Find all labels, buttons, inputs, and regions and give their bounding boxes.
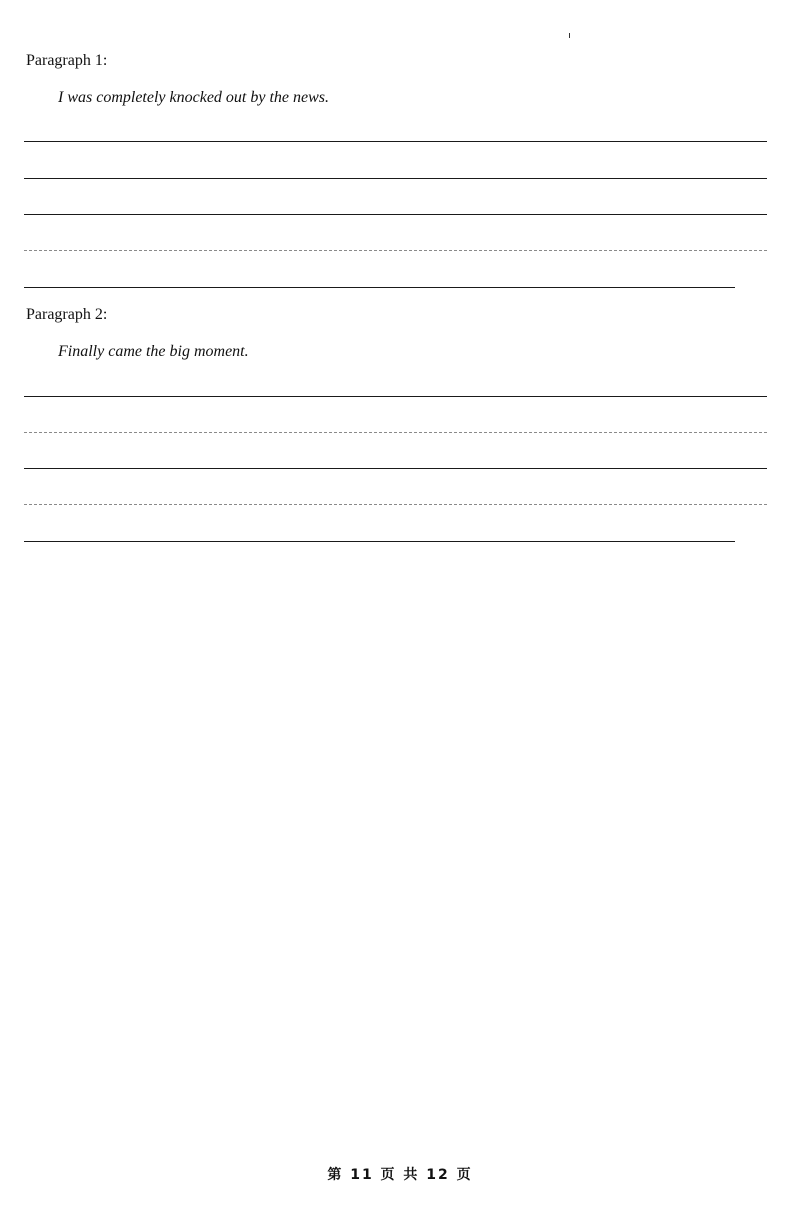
paragraph-1-opening-sentence: I was completely knocked out by the news. bbox=[58, 89, 330, 106]
scan-mark bbox=[569, 33, 570, 38]
answer-line bbox=[24, 468, 767, 469]
answer-line bbox=[24, 504, 767, 505]
answer-line bbox=[24, 178, 767, 179]
answer-line bbox=[24, 541, 735, 542]
paragraph-2-heading: Paragraph 2: bbox=[26, 306, 108, 323]
answer-line bbox=[24, 432, 767, 433]
answer-line bbox=[24, 287, 735, 288]
paragraph-2-opening-sentence: Finally came the big moment. bbox=[58, 343, 249, 360]
paragraph-1-heading: Paragraph 1: bbox=[26, 52, 108, 69]
answer-line bbox=[24, 214, 767, 215]
answer-line bbox=[24, 396, 767, 397]
answer-line bbox=[24, 250, 767, 251]
answer-line bbox=[24, 141, 767, 142]
page-number: 第 11 页 共 12 页 bbox=[327, 1167, 473, 1183]
